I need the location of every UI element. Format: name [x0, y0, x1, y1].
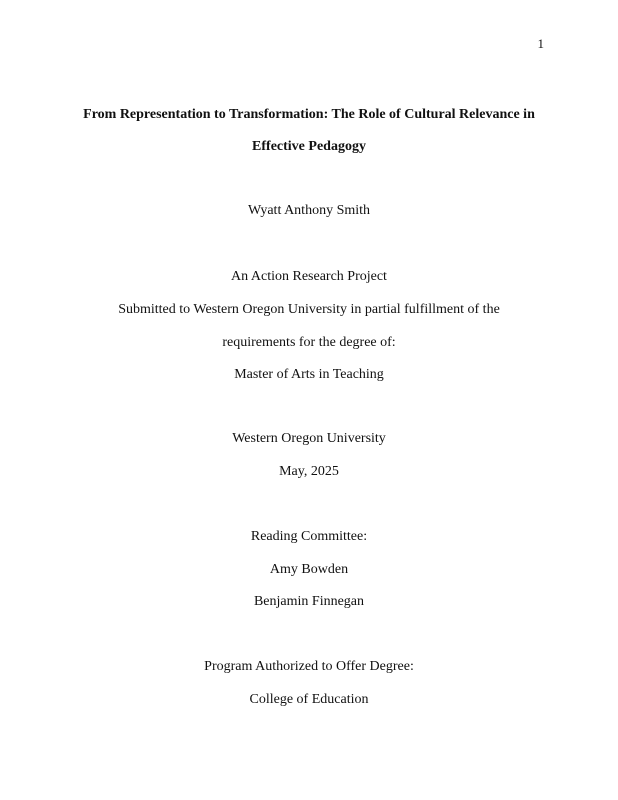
- committee-member: Amy Bowden: [269, 562, 349, 577]
- committee-member: Benjamin Finnegan: [253, 594, 365, 609]
- committee-heading: Reading Committee:: [250, 529, 368, 544]
- title-line-2: Effective Pedagogy: [252, 139, 366, 154]
- program-heading: Program Authorized to Offer Degree:: [204, 659, 414, 674]
- page-number: 1: [537, 36, 544, 51]
- college-name: College of Education: [249, 692, 369, 707]
- submission-line-1: Submitted to Western Oregon University in partial fulfillment of the: [118, 302, 500, 317]
- author-name: Wyatt Anthony Smith: [247, 203, 371, 218]
- submission-type: An Action Research Project: [231, 269, 387, 284]
- degree-name: Master of Arts in Teaching: [234, 367, 384, 382]
- institution-name: Western Oregon University: [232, 431, 386, 446]
- title-line-1: From Representation to Transformation: The Role of Cultural Relevance in: [83, 107, 535, 122]
- submission-date: May, 2025: [279, 464, 339, 479]
- submission-line-2: requirements for the degree of:: [222, 335, 396, 350]
